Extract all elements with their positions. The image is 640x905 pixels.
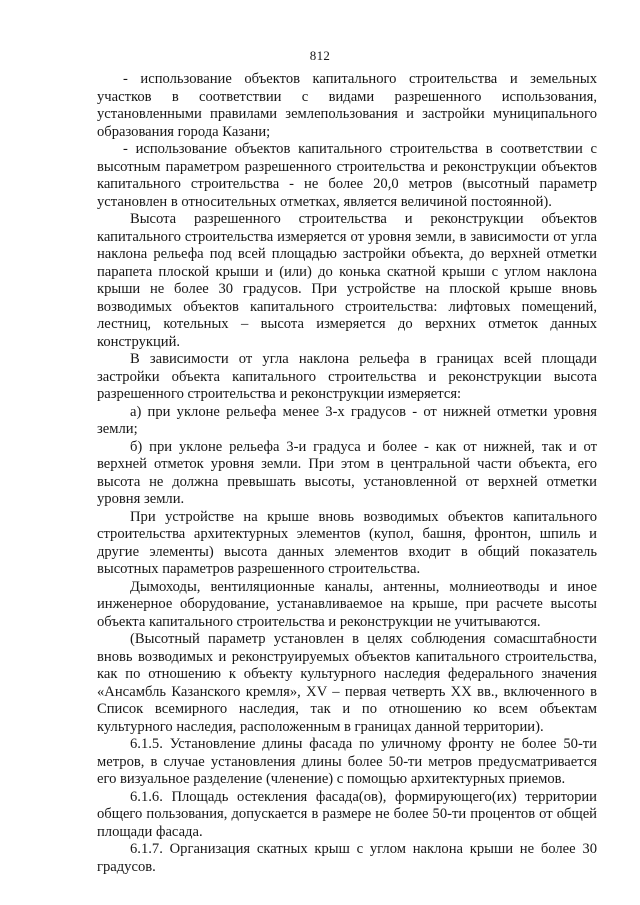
paragraph-height-justification: (Высотный параметр установлен в целях соблюдения сомасштабности вновь возводимых и реконструируемых объектов капитального строительства, как по отношению к объекту культурного наследия федерального значения «Ансамбль Казанского кремля», XV – первая четверть XX вв., включенного в Список всемирного наследия, так и по отношению ко всем объектам культурного наследия, расположенным в границах данной территории). [97,631,597,735]
document-body [97,71,597,876]
paragraph-6-1-7: 6.1.7. Организация скатных крыш с углом наклона крыши не более 30 градусов. [97,841,597,875]
paragraph-land-use: - использование объектов капитального строительства и земельных участков в соответствии с видами разрешенного использования, установленными правилами землепользования и застройки муниципального образования города Казани; [97,71,597,140]
paragraph-slope-3-and-more: б) при уклоне рельефа 3-и градуса и более - как от нижней, так и от верхней отметок уровня земли. При этом в центральной части объекта, его высота не должна превышать высоты, установленной от верхней отметки уровня земли. [97,438,597,507]
paragraph-6-1-6: 6.1.6. Площадь остекления фасада(ов), формирующего(их) территории общего пользования, допускается в размере не более 50-ти процентов от общей площади фасада. [97,788,597,840]
paragraph-height-measurement: Высота разрешенного строительства и реконструкции объектов капитального строительства измеряется от уровня земли, в зависимости от угла наклона рельефа под всей площадью застройки объекта, до верхней отметки парапета плоской крыши и (или) до конька скатной крыши с углом наклона крыши не более 30 градусов. При устройстве на плоской крыше вновь возводимых объектов капитального строительства: лифтовых помещений, лестниц, котельных – высота измеряется до верхних отметок данных конструкций. [97,211,597,350]
paragraph-engineering-equipment: Дымоходы, вентиляционные каналы, антенны, молниеотводы и иное инженерное оборудование, устанавливаемое на крыше, при расчете высоты объекта капитального строительства и реконструкции не учитываются. [97,578,597,630]
paragraph-architectural-elements: При устройстве на крыше вновь возводимых объектов капитального строительства архитектурных элементов (купол, башня, фронтон, шпиль и другие элементы) высота данных элементов входит в общий показатель высотных параметров разрешенного строительства. [97,508,597,577]
paragraph-slope-under-3: а) при уклоне рельефа менее 3-х градусов - от нижней отметки уровня земли; [97,403,597,437]
paragraph-height-parameter: - использование объектов капитального строительства в соответствии с высотным параметром разрешенного строительства и реконструкции объектов капитального строительства - не более 20,0 метров (высотный параметр установлен в относительных отметках, является величиной постоянной). [97,141,597,210]
paragraph-relief-slope: В зависимости от угла наклона рельефа в границах всей площади застройки объекта капитального строительства и реконструкции высота разрешенного строительства и реконструкции измеряется: [97,351,597,402]
paragraph-6-1-5: 6.1.5. Установление длины фасада по уличному фронту не более 50-ти метров, в случае установления длины более 50-ти метров предусматривается его визуальное разделение (членение) с помощью архитектурных приемов. [97,736,597,787]
page-number: 812 [309,48,331,63]
